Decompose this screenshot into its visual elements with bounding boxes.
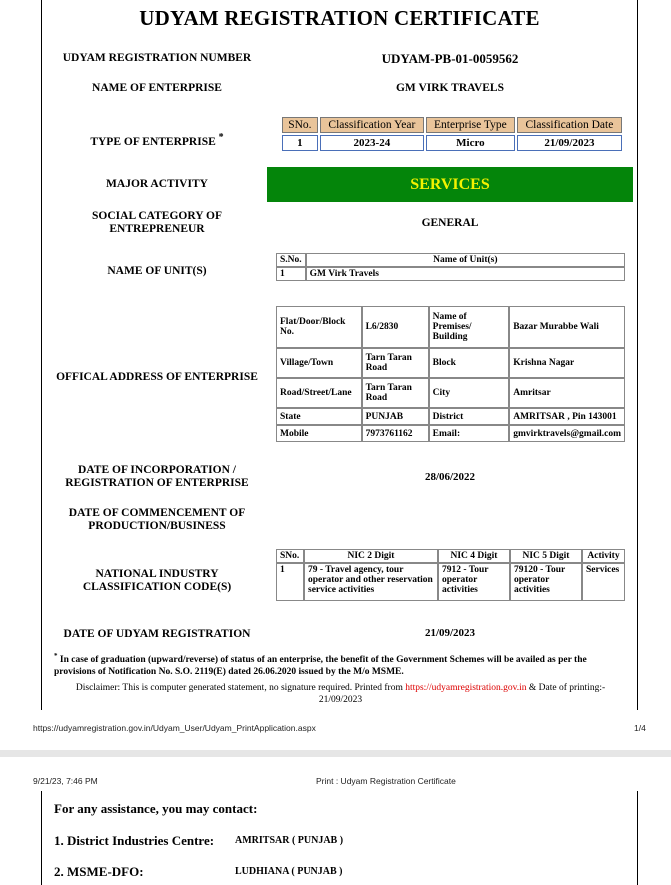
address-field-label: Road/Street/Lane xyxy=(276,378,362,408)
units-header-row xyxy=(276,253,625,267)
classification-row xyxy=(282,135,622,151)
nic-col-4digit: NIC 4 Digit xyxy=(438,549,510,563)
address-field-label: City xyxy=(429,378,510,408)
commencement-label-line2: PRODUCTION/BUSINESS xyxy=(88,520,226,532)
major-activity-banner: SERVICES xyxy=(267,167,633,202)
address-field-label: Block xyxy=(429,348,510,378)
incorporation-label xyxy=(54,464,260,490)
address-row xyxy=(276,425,625,442)
address-field-value: PUNJAB xyxy=(362,408,429,425)
nic-label-line1: NATIONAL INDUSTRY xyxy=(95,568,219,580)
address-row xyxy=(276,306,625,348)
disclaimer-text-after: & Date of printing:- xyxy=(526,683,606,693)
footer-url: https://udyamregistration.gov.in/Udyam_User/Udyam_PrintApplication.aspx xyxy=(33,723,316,733)
nic-table xyxy=(276,549,625,601)
nic-row xyxy=(276,563,625,601)
address-field-value: Tarn Taran Road xyxy=(362,378,429,408)
social-category-label xyxy=(54,210,260,236)
units-cell-name: GM Virk Travels xyxy=(306,267,625,281)
address-row xyxy=(276,408,625,425)
address-field-value: AMRITSAR , Pin 143001 xyxy=(509,408,625,425)
incorporation-label-line2: REGISTRATION OF ENTERPRISE xyxy=(65,477,249,489)
reg-number-value: UDYAM-PB-01-0059562 xyxy=(381,51,519,66)
nic-cell-activity: Services xyxy=(582,563,625,601)
units-col-name: Name of Unit(s) xyxy=(306,253,625,267)
nic-cell-5digit: 79120 - Tour operator activities xyxy=(510,563,582,601)
cell-classification-date: 21/09/2023 xyxy=(517,135,622,151)
msme-dfo-label: 2. MSME-DFO: xyxy=(54,864,144,879)
print-datetime: 9/21/23, 7:46 PM xyxy=(33,776,98,786)
col-enterprise-type: Enterprise Type xyxy=(426,117,515,133)
address-table xyxy=(276,306,625,442)
classification-header-row xyxy=(282,117,622,133)
address-field-label: Flat/Door/Block No. xyxy=(276,306,362,348)
col-classification-date: Classification Date xyxy=(517,117,622,133)
cell-classification-year: 2023-24 xyxy=(320,135,424,151)
address-row xyxy=(276,378,625,408)
udyam-date-label: DATE OF UDYAM REGISTRATION xyxy=(63,628,251,640)
disclaimer-link[interactable]: https://udyamregistration.gov.in xyxy=(405,683,527,693)
address-label: OFFICAL ADDRESS OF ENTERPRISE xyxy=(56,371,258,383)
social-category-value: GENERAL xyxy=(421,217,479,229)
graduation-note xyxy=(54,650,627,678)
address-field-label: District xyxy=(429,408,510,425)
nic-cell-2digit: 79 - Travel agency, tour operator and other reservation service activities xyxy=(304,563,438,601)
units-row xyxy=(276,267,625,281)
incorporation-value: 28/06/2022 xyxy=(424,471,476,483)
certificate-title: UDYAM REGISTRATION CERTIFICATE xyxy=(139,6,540,30)
cell-enterprise-type: Micro xyxy=(426,135,515,151)
nic-label-line2: CLASSIFICATION CODE(S) xyxy=(82,581,232,593)
address-field-label: State xyxy=(276,408,362,425)
msme-dfo-value: LUDHIANA ( PUNJAB ) xyxy=(235,866,343,877)
nic-col-2digit: NIC 2 Digit xyxy=(304,549,438,563)
units-cell-sno: 1 xyxy=(276,267,306,281)
nic-label xyxy=(54,568,260,594)
address-field-value: L6/2830 xyxy=(362,306,429,348)
cell-sno: 1 xyxy=(282,135,318,151)
classification-table xyxy=(280,115,624,153)
nic-header-row xyxy=(276,549,625,563)
units-label: NAME OF UNIT(S) xyxy=(107,265,207,277)
dic-value: AMRITSAR ( PUNJAB ) xyxy=(235,835,344,846)
units-table xyxy=(276,253,625,281)
note-asterisk: * xyxy=(54,652,58,660)
address-field-value: Amritsar xyxy=(509,378,625,408)
address-field-label: Mobile xyxy=(276,425,362,442)
incorporation-label-line1: DATE OF INCORPORATION / xyxy=(78,464,236,476)
address-field-label: Village/Town xyxy=(276,348,362,378)
enterprise-type-label xyxy=(54,131,260,149)
disclaimer-date: 21/09/2023 xyxy=(318,695,363,705)
address-row xyxy=(276,348,625,378)
footer-page-number: 1/4 xyxy=(634,723,646,733)
address-field-value: gmvirktravels@gmail.com xyxy=(509,425,625,442)
address-field-value: Tarn Taran Road xyxy=(362,348,429,378)
commencement-label-line1: DATE OF COMMENCEMENT OF xyxy=(68,507,246,519)
address-field-label: Email: xyxy=(429,425,510,442)
enterprise-type-label-text: TYPE OF ENTERPRISE xyxy=(90,135,216,148)
col-sno: SNo. xyxy=(282,117,318,133)
address-field-value: 7973761162 xyxy=(362,425,429,442)
nic-col-activity: Activity xyxy=(582,549,625,563)
social-category-label-line2: ENTREPRENEUR xyxy=(109,223,205,235)
enterprise-name-value: GM VIRK TRAVELS xyxy=(395,82,504,94)
units-col-sno: S.No. xyxy=(276,253,306,267)
disclaimer-text: Disclaimer: This is computer generated statement, no signature required. Printed from xyxy=(75,683,406,693)
col-classification-year: Classification Year xyxy=(320,117,424,133)
enterprise-type-asterisk: * xyxy=(218,132,224,143)
nic-col-5digit: NIC 5 Digit xyxy=(510,549,582,563)
nic-col-sno: SNo. xyxy=(276,549,304,563)
dic-label: 1. District Industries Centre: xyxy=(54,833,215,848)
address-field-value: Krishna Nagar xyxy=(509,348,625,378)
address-field-value: Bazar Murabbe Wali xyxy=(509,306,625,348)
commencement-label xyxy=(54,507,260,533)
udyam-date-value: 21/09/2023 xyxy=(424,627,476,639)
note-text: In case of graduation (upward/reverse) of status of an enterprise, the benefit of the Government Schemes will be availed as per the provisions of Notification No. S.O. 2119(E) dated 26.06.2020 issued by the M/o MSME. xyxy=(54,655,587,678)
assistance-heading: For any assistance, you may contact: xyxy=(54,801,258,816)
enterprise-name-label: NAME OF ENTERPRISE xyxy=(92,82,222,94)
nic-cell-sno: 1 xyxy=(276,563,304,601)
disclaimer xyxy=(54,682,627,706)
major-activity-label: MAJOR ACTIVITY xyxy=(106,178,208,190)
social-category-label-line1: SOCIAL CATEGORY OF xyxy=(92,210,222,222)
address-field-label: Name of Premises/ Building xyxy=(429,306,510,348)
reg-number-label: UDYAM REGISTRATION NUMBER xyxy=(62,52,252,64)
print-title: Print : Udyam Registration Certificate xyxy=(316,776,456,786)
nic-cell-4digit: 7912 - Tour operator activities xyxy=(438,563,510,601)
